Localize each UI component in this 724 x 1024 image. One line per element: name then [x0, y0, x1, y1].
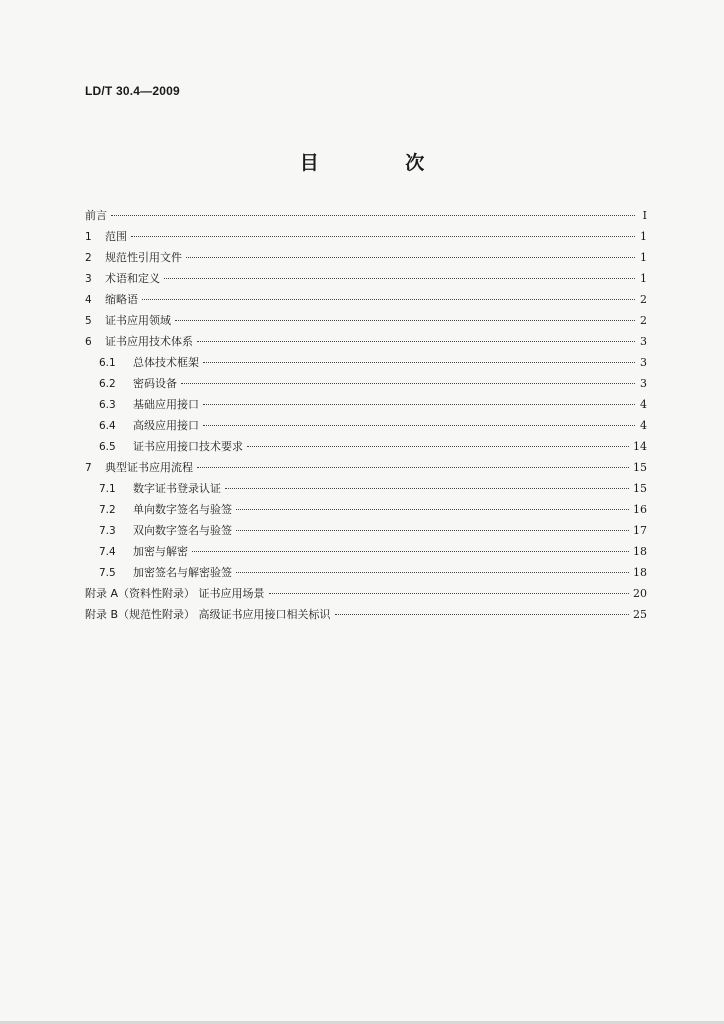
toc-entry-title: 范围	[105, 230, 127, 243]
toc-entry-number: 7	[85, 462, 92, 474]
toc-entry-title: 证书应用领域	[105, 314, 171, 327]
toc-entry-number: 6	[85, 336, 92, 348]
toc-dot-leader	[197, 340, 635, 342]
toc-entry-number: 5	[85, 315, 92, 327]
toc-entry-page-number: 16	[633, 503, 647, 516]
toc-entry-title: 缩略语	[105, 293, 138, 306]
toc-entry-page-number: 1	[640, 272, 647, 285]
toc-entry[interactable]	[85, 415, 647, 436]
toc-entry-page-number: 1	[640, 230, 647, 243]
toc-entry-page-number: 25	[633, 608, 647, 621]
toc-entry-number: 6.2	[99, 378, 116, 390]
toc-entry-title: 基础应用接口	[133, 398, 199, 411]
toc-entry-title: 证书应用接口技术要求	[133, 440, 243, 453]
toc-entry-number: 7.1	[99, 483, 116, 495]
toc-entry[interactable]	[85, 226, 647, 247]
toc-entry[interactable]	[85, 436, 647, 457]
toc-entry-number: 7.4	[99, 546, 116, 558]
toc-entry-title: 前言	[85, 209, 107, 222]
toc-entry[interactable]	[85, 373, 647, 394]
toc-entry-page-number: 20	[633, 587, 647, 600]
toc-entry-title: 附录 B（规范性附录） 高级证书应用接口相关标识	[85, 608, 331, 621]
toc-entry-title: 双向数字签名与验签	[133, 524, 232, 537]
toc-dot-leader	[131, 235, 635, 237]
toc-entry-title: 总体技术框架	[133, 356, 199, 369]
toc-entry[interactable]	[85, 604, 647, 625]
toc-entry-title: 术语和定义	[105, 272, 160, 285]
toc-dot-leader	[247, 445, 629, 447]
toc-entry-page-number: 18	[633, 545, 647, 558]
toc-dot-leader	[335, 613, 629, 615]
toc-entry-page-number: 3	[640, 356, 647, 369]
toc-entry-title: 高级应用接口	[133, 419, 199, 432]
toc-entry[interactable]	[85, 562, 647, 583]
toc-dot-leader	[164, 277, 635, 279]
toc-dot-leader	[203, 361, 635, 363]
toc-entry-number: 6.5	[99, 441, 116, 453]
toc-dot-leader	[142, 298, 635, 300]
toc-entry-number: 4	[85, 294, 92, 306]
toc-entry[interactable]	[85, 478, 647, 499]
toc-entry-title: 典型证书应用流程	[105, 461, 193, 474]
toc-entry-page-number: 14	[633, 440, 647, 453]
toc-entry[interactable]	[85, 520, 647, 541]
toc-entry-page-number: 17	[633, 524, 647, 537]
toc-entry[interactable]	[85, 268, 647, 289]
toc-dot-leader	[269, 592, 629, 594]
page-title: 目 次	[299, 152, 465, 174]
toc-entry-title: 附录 A（资料性附录） 证书应用场景	[85, 587, 265, 600]
toc-entry[interactable]	[85, 310, 647, 331]
document-code: LD/T 30.4—2009	[85, 84, 180, 98]
toc-entry-number: 1	[85, 231, 92, 243]
toc-entry-page-number: 3	[640, 377, 647, 390]
toc-entry[interactable]	[85, 394, 647, 415]
toc-dot-leader	[236, 529, 629, 531]
toc-dot-leader	[236, 508, 629, 510]
toc-entry-title: 证书应用技术体系	[105, 335, 193, 348]
toc-dot-leader	[236, 571, 629, 573]
toc-entry-page-number: 2	[640, 293, 647, 306]
toc-entry[interactable]	[85, 247, 647, 268]
toc-dot-leader	[186, 256, 635, 258]
toc-entry[interactable]	[85, 352, 647, 373]
toc-entry-title: 加密与解密	[133, 545, 188, 558]
table-of-contents	[85, 205, 647, 625]
toc-entry-title: 加密签名与解密验签	[133, 566, 232, 579]
toc-entry-page-number: 1	[640, 251, 647, 264]
toc-entry-page-number: 4	[640, 398, 647, 411]
toc-entry-number: 6.3	[99, 399, 116, 411]
toc-entry-number: 6.4	[99, 420, 116, 432]
toc-entry-title: 密码设备	[133, 377, 177, 390]
toc-dot-leader	[181, 382, 635, 384]
toc-entry[interactable]	[85, 499, 647, 520]
toc-entry-number: 6.1	[99, 357, 116, 369]
toc-entry-title: 单向数字签名与验签	[133, 503, 232, 516]
toc-entry-title: 规范性引用文件	[105, 251, 182, 264]
toc-entry[interactable]	[85, 205, 647, 226]
toc-entry-page-number: 18	[633, 566, 647, 579]
toc-entry[interactable]	[85, 541, 647, 562]
toc-dot-leader	[203, 403, 635, 405]
toc-entry-number: 7.3	[99, 525, 116, 537]
toc-entry-number: 3	[85, 273, 92, 285]
toc-entry-number: 7.2	[99, 504, 116, 516]
toc-entry-number: 7.5	[99, 567, 116, 579]
toc-entry-page-number: 4	[640, 419, 647, 432]
toc-entry[interactable]	[85, 289, 647, 310]
toc-entry[interactable]	[85, 457, 647, 478]
toc-dot-leader	[192, 550, 629, 552]
toc-entry-title: 数字证书登录认证	[133, 482, 221, 495]
toc-entry-number: 2	[85, 252, 92, 264]
toc-entry-page-number: 15	[633, 461, 647, 474]
toc-entry-page-number: 2	[640, 314, 647, 327]
toc-entry-page-number: 3	[640, 335, 647, 348]
toc-entry[interactable]	[85, 331, 647, 352]
toc-dot-leader	[203, 424, 635, 426]
toc-dot-leader	[111, 214, 635, 216]
toc-entry-page-number: Ⅰ	[642, 209, 647, 222]
toc-dot-leader	[175, 319, 635, 321]
toc-dot-leader	[197, 466, 629, 468]
toc-entry-page-number: 15	[633, 482, 647, 495]
toc-entry[interactable]	[85, 583, 647, 604]
toc-dot-leader	[225, 487, 629, 489]
